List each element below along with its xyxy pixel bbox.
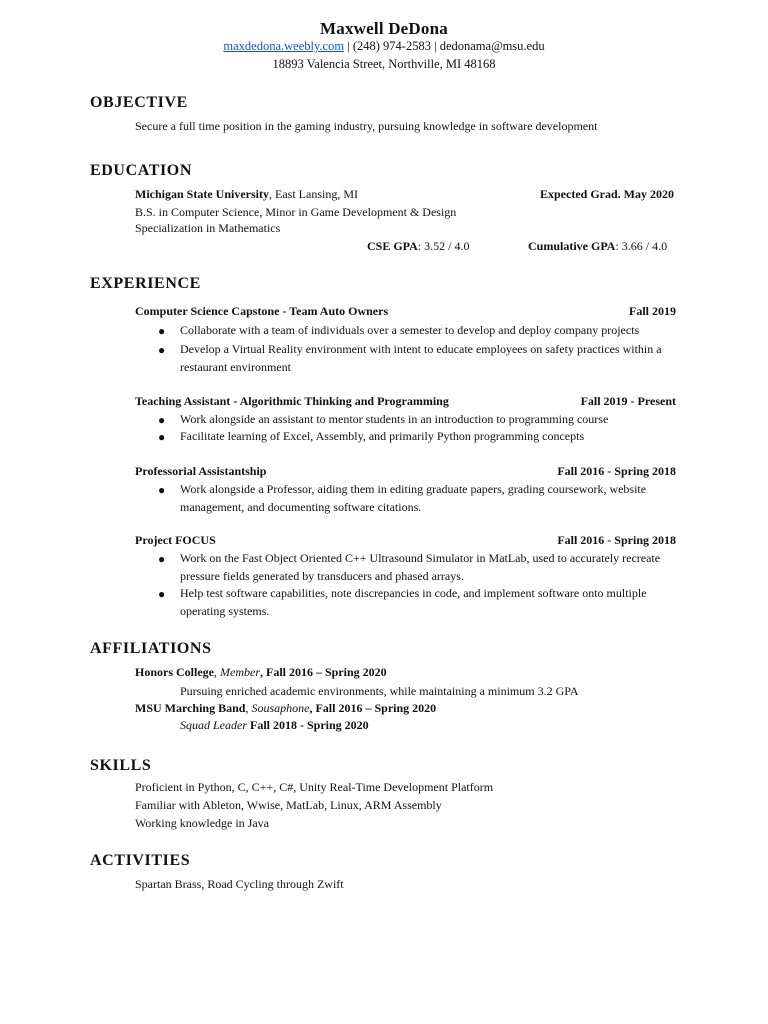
job-date: Fall 2016 - Spring 2018 [557, 464, 676, 478]
bullet-icon: ● [158, 324, 166, 338]
honors-role: Member [220, 665, 260, 679]
job-bullet: Work on the Fast Object Oriented C++ Ultrasound Simulator in MatLab, used to accurately recreate pressure fields generated by transducers and phased arrays. [180, 551, 661, 583]
job-title: Professorial Assistantship [135, 464, 267, 478]
bullet-icon: ● [158, 343, 166, 357]
job-date: Fall 2019 [629, 304, 676, 318]
graduation-date: Expected Grad. May 2020 [540, 187, 674, 201]
job-bullet: Work alongside a Professor, aiding them in editing graduate papers, grading coursework, website management, and documenting software citations. [180, 482, 647, 514]
activities-text: Spartan Brass, Road Cycling through Zwift [135, 877, 344, 891]
phone-email: | (248) 974-2583 | dedonama@msu.edu [344, 39, 545, 53]
contact-line [0, 39, 768, 54]
school-location: , East Lansing, MI [269, 187, 358, 201]
separator: , [245, 701, 252, 715]
skill-item: Familiar with Ableton, Wwise, MatLab, Linux, ARM Assembly [135, 798, 442, 812]
cumulative-gpa-value: : 3.66 / 4.0 [615, 239, 668, 253]
bullet-icon: ● [158, 430, 166, 444]
marching-band-line [135, 701, 436, 716]
education-school-line [135, 187, 358, 202]
honors-org: Honors College [135, 665, 214, 679]
honors-college-line [135, 665, 387, 680]
job-title: Teaching Assistant - Algorithmic Thinking and Programming [135, 394, 449, 408]
degree: B.S. in Computer Science, Minor in Game Development & Design [135, 205, 457, 219]
job-bullet: Collaborate with a team of individuals over a semester to develop and deploy company projects [180, 323, 640, 337]
experience-heading: EXPERIENCE [90, 275, 201, 292]
website-link[interactable]: maxdedona.weebly.com [223, 39, 345, 53]
bullet-icon: ● [158, 587, 166, 601]
job-title: Computer Science Capstone - Team Auto Owners [135, 304, 389, 318]
band-date: , Fall 2016 – Spring 2020 [309, 701, 437, 715]
cse-gpa-value: : 3.52 / 4.0 [417, 239, 470, 253]
specialization: Specialization in Mathematics [135, 221, 281, 235]
job-bullet: Help test software capabilities, note discrepancies in code, and implement software onto multiple operating systems. [180, 586, 647, 618]
objective-heading: OBJECTIVE [90, 94, 188, 111]
squad-leader-date: Fall 2018 - Spring 2020 [247, 718, 369, 732]
cse-gpa [367, 239, 469, 254]
candidate-name: Maxwell DeDona [320, 19, 448, 38]
squad-leader-role: Squad Leader [180, 718, 247, 732]
skill-item: Proficient in Python, C, C++, C#, Unity Real-Time Development Platform [135, 780, 494, 794]
cumulative-gpa-label: Cumulative GPA [528, 239, 616, 253]
job-bullet: Develop a Virtual Reality environment with intent to educate employees on safety practices within a restaurant environment [180, 342, 662, 374]
skills-heading: SKILLS [90, 757, 152, 774]
education-heading: EDUCATION [90, 162, 193, 179]
honors-description: Pursuing enriched academic environments, while maintaining a minimum 3.2 GPA [180, 684, 579, 698]
job-bullet: Facilitate learning of Excel, Assembly, and primarily Python programming concepts [180, 429, 585, 443]
bullet-icon: ● [158, 483, 166, 497]
bullet-icon: ● [158, 552, 166, 566]
activities-heading: ACTIVITIES [90, 852, 191, 869]
squad-leader-line [180, 718, 369, 733]
job-date: Fall 2016 - Spring 2018 [557, 533, 676, 547]
address: 18893 Valencia Street, Northville, MI 48168 [272, 57, 496, 71]
honors-date: , Fall 2016 – Spring 2020 [259, 665, 387, 679]
job-date: Fall 2019 - Present [580, 394, 676, 408]
skill-item: Working knowledge in Java [135, 816, 270, 830]
school-name: Michigan State University [135, 187, 269, 201]
bullet-icon: ● [158, 413, 166, 427]
job-title: Project FOCUS [135, 533, 216, 547]
cse-gpa-label: CSE GPA [367, 239, 418, 253]
band-org: MSU Marching Band [135, 701, 246, 715]
objective-text: Secure a full time position in the gaming industry, pursuing knowledge in software development [135, 119, 598, 133]
cumulative-gpa [528, 239, 667, 254]
affiliations-heading: AFFILIATIONS [90, 640, 212, 657]
separator: , [214, 665, 220, 679]
job-bullet: Work alongside an assistant to mentor students in an introduction to programming course [180, 412, 609, 426]
band-role: Sousaphone [251, 701, 310, 715]
